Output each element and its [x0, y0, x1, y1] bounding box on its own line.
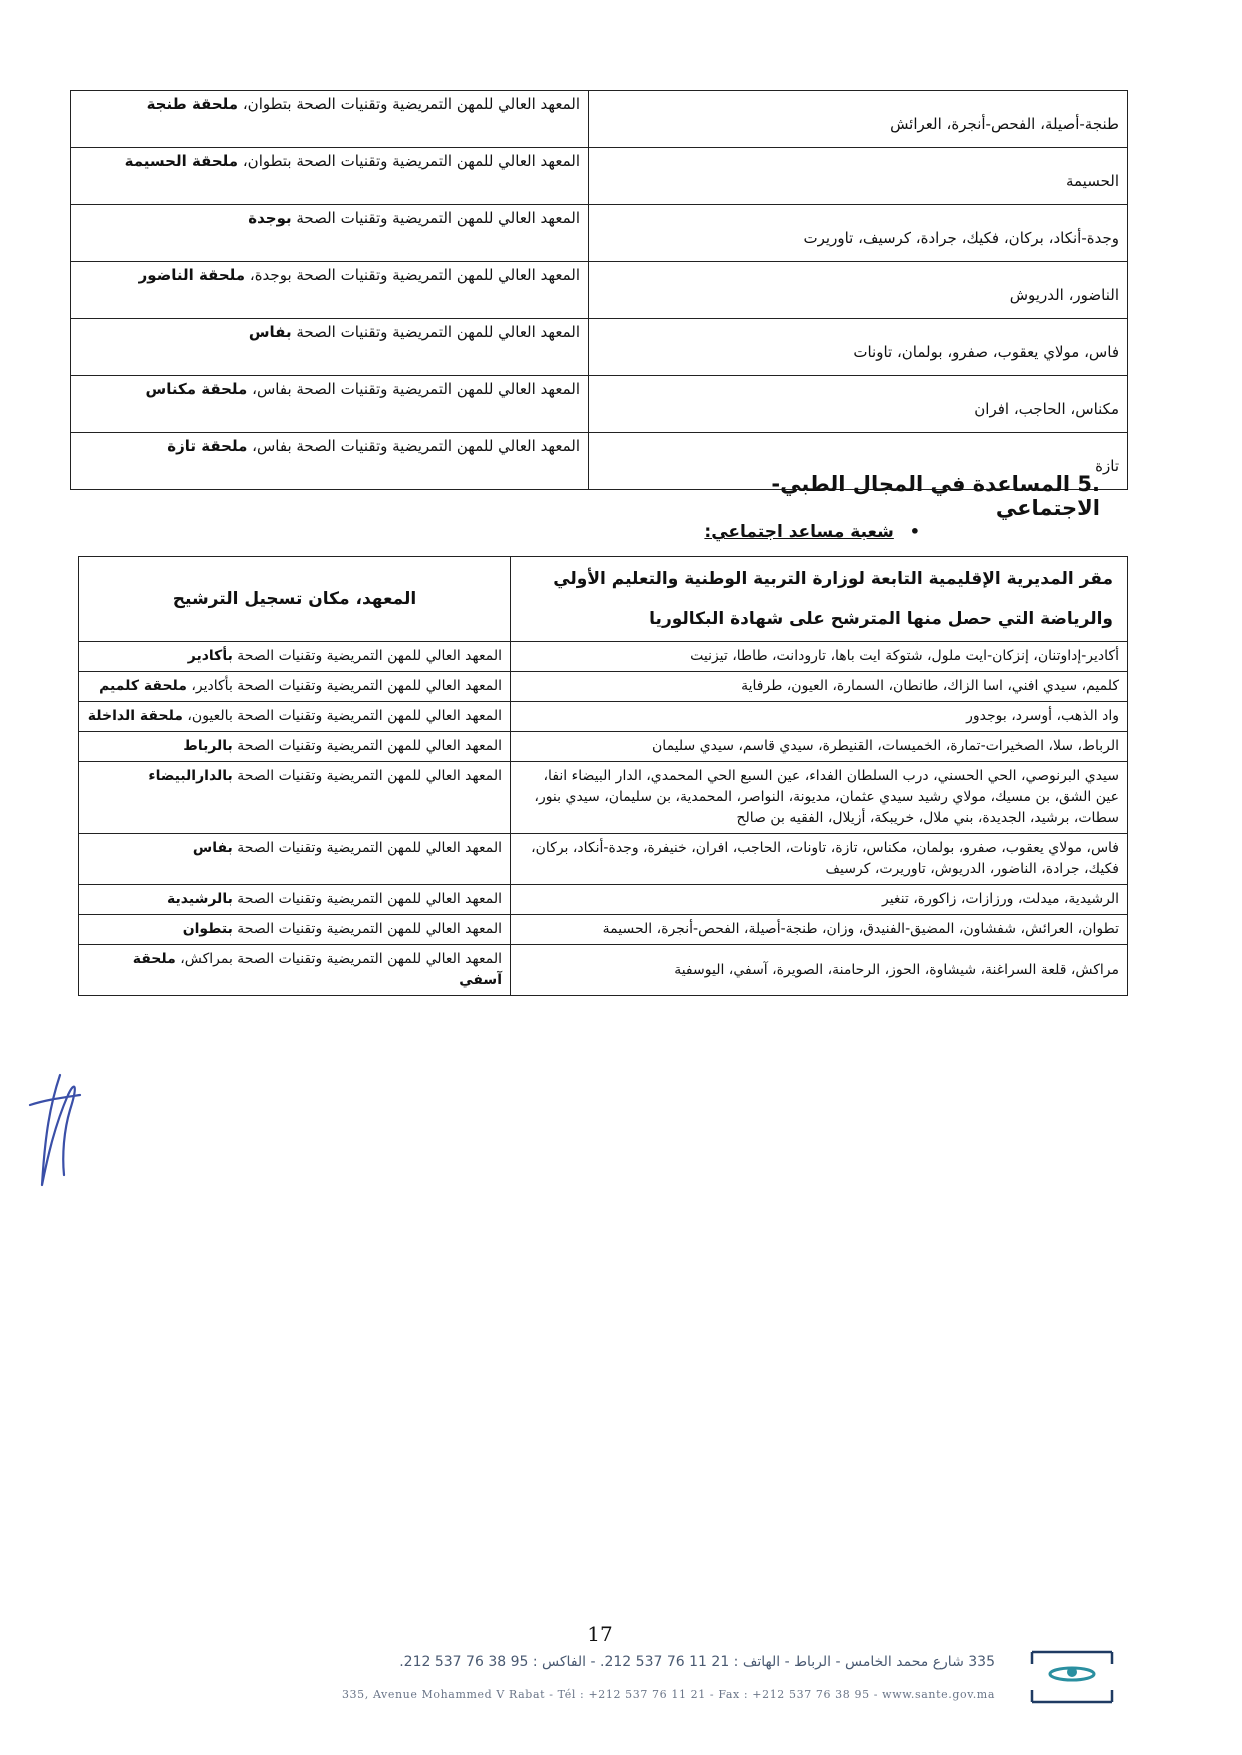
- institute-name: المعهد العالي للمهن التمريضية وتقنيات الصحة: [232, 648, 502, 664]
- institute-name: المعهد العالي للمهن التمريضية وتقنيات الصحة بالعيون،: [182, 708, 502, 724]
- institute-branch: بالرشيدية: [167, 891, 233, 907]
- institute-name: المعهد العالي للمهن التمريضية وتقنيات الصحة: [291, 209, 580, 227]
- header-region: مقر المديرية الإقليمية التابعة لوزارة التربية الوطنية والتعليم الأولي والرياضة التي حصل منها المترشح على شهادة البكالوريا: [511, 557, 1128, 642]
- region-cell: مكناس، الحاجب، افران: [589, 376, 1128, 433]
- institute-branch: ملحقة الناضور: [138, 266, 246, 284]
- institute-cell: [71, 319, 589, 376]
- table-header-row: [79, 557, 1128, 642]
- table-row: [79, 834, 1128, 885]
- institute-cell: [79, 945, 511, 996]
- institute-branch: بتطوان: [182, 921, 233, 937]
- institute-branch: ملحقة آسفي: [132, 951, 502, 988]
- region-cell: أكادير-إداوتنان، إنزكان-ايت ملول، شتوكة ايت باها، تارودانت، طاطا، تيزنيت: [511, 642, 1128, 672]
- institute-cell: [79, 885, 511, 915]
- table-row: [71, 262, 1128, 319]
- institute-branch: ملحقة تازة: [167, 437, 248, 455]
- table-row: [79, 732, 1128, 762]
- table-row: [79, 915, 1128, 945]
- region-cell: الحسيمة: [589, 148, 1128, 205]
- institute-cell: [79, 672, 511, 702]
- institute-name: المعهد العالي للمهن التمريضية وتقنيات الصحة بوجدة،: [245, 266, 580, 284]
- institute-cell: [79, 834, 511, 885]
- table-row: [79, 885, 1128, 915]
- table-row: [79, 672, 1128, 702]
- subsection-heading: [620, 522, 920, 542]
- institute-cell: [71, 91, 589, 148]
- bullet-icon: •: [909, 522, 920, 541]
- table-row: [79, 945, 1128, 996]
- table-row: [79, 642, 1128, 672]
- institute-branch: بأكادير: [187, 648, 233, 664]
- social-assistant-table-body: [79, 642, 1128, 996]
- institute-branch: بالرباط: [183, 738, 233, 754]
- region-cell: فاس، مولاي يعقوب، صفرو، بولمان، مكناس، تازة، تاونات، الحاجب، افران، خنيفرة، وجدة-أنكاد، بركان، فكيك، جرادة، الناضور، الدريوش، تاوريرت، كرسيف: [511, 834, 1128, 885]
- institute-cell: [71, 262, 589, 319]
- institute-name: المعهد العالي للمهن التمريضية وتقنيات الصحة بمراكش،: [175, 951, 502, 967]
- institute-cell: [79, 762, 511, 834]
- subsection-title: شعبة مساعد اجتماعي:: [704, 522, 894, 542]
- region-cell: تازة: [589, 433, 1128, 490]
- table-row: [71, 91, 1128, 148]
- institutes-table-top: [70, 90, 1128, 490]
- institute-branch: ملحقة كلميم: [99, 678, 187, 694]
- institute-cell: [71, 433, 589, 490]
- institute-branch: بفاس: [248, 323, 292, 341]
- section-number: .5: [1077, 472, 1100, 496]
- institute-branch: ملحقة الداخلة: [87, 708, 183, 724]
- institute-cell: [79, 642, 511, 672]
- institute-branch: ملحقة مكناس: [145, 380, 248, 398]
- region-cell: سيدي البرنوصي، الحي الحسني، درب السلطان الفداء، عين السبع الحي المحمدي، الدار البيضاء انفا، عين الشق، بن مسيك، مولاي رشيد سيدي عثمان، مديونة، النواصر، المحمدية، بن سليمان، سيدي بنور، سطات، برشيد، الجديدة، بني ملال، خريبكة، أزيلال، الفقيه بن صالح: [511, 762, 1128, 834]
- institute-branch: ملحقة طنجة: [146, 95, 239, 113]
- section-title: المساعدة في المجال الطبي-الاجتماعي: [771, 472, 1100, 520]
- institute-name: المعهد العالي للمهن التمريضية وتقنيات الصحة بتطوان،: [238, 95, 580, 113]
- institute-branch: بالدارالبيضاء: [148, 768, 233, 784]
- table-row: [71, 376, 1128, 433]
- institute-cell: [71, 205, 589, 262]
- page-number: 17: [587, 1622, 613, 1646]
- institute-cell: [79, 702, 511, 732]
- institute-name: المعهد العالي للمهن التمريضية وتقنيات الصحة بفاس،: [247, 437, 580, 455]
- institute-name: المعهد العالي للمهن التمريضية وتقنيات الصحة بتطوان،: [238, 152, 580, 170]
- table-row: [79, 702, 1128, 732]
- institutes-table-top-body: [71, 91, 1128, 490]
- table-row: [71, 148, 1128, 205]
- region-cell: كلميم، سيدي افني، اسا الزاك، طانطان، السمارة، العيون، طرفاية: [511, 672, 1128, 702]
- region-cell: طنجة-أصيلة، الفحص-أنجرة، العرائش: [589, 91, 1128, 148]
- institute-name: المعهد العالي للمهن التمريضية وتقنيات الصحة: [232, 768, 502, 784]
- region-cell: الرباط، سلا، الصخيرات-تمارة، الخميسات، القنيطرة، سيدي قاسم، سيدي سليمان: [511, 732, 1128, 762]
- institute-cell: [79, 915, 511, 945]
- region-cell: وجدة-أنكاد، بركان، فكيك، جرادة، كرسيف، تاوريرت: [589, 205, 1128, 262]
- table-row: [71, 319, 1128, 376]
- institute-name: المعهد العالي للمهن التمريضية وتقنيات الصحة بأكادير،: [186, 678, 502, 694]
- institute-branch: ملحقة الحسيمة: [124, 152, 239, 170]
- social-assistant-table: [78, 556, 1128, 996]
- footer-address-arabic: 335 شارع محمد الخامس - الرباط - الهاتف : 21 11 76 537 212. - الفاكس : 95 38 76 537 212.: [399, 1654, 995, 1670]
- table-row: [71, 205, 1128, 262]
- institute-name: المعهد العالي للمهن التمريضية وتقنيات الصحة: [232, 921, 502, 937]
- institute-name: المعهد العالي للمهن التمريضية وتقنيات الصحة: [232, 891, 502, 907]
- ministry-logo-icon: [1028, 1648, 1116, 1706]
- region-cell: مراكش، قلعة السراغنة، شيشاوة، الحوز، الرحامنة، الصويرة، آسفي، اليوسفية: [511, 945, 1128, 996]
- table-row: [79, 762, 1128, 834]
- institute-name: المعهد العالي للمهن التمريضية وتقنيات الصحة: [291, 323, 580, 341]
- header-institute: المعهد، مكان تسجيل الترشيح: [79, 557, 511, 642]
- institute-cell: [71, 376, 589, 433]
- institute-name: المعهد العالي للمهن التمريضية وتقنيات الصحة بفاس،: [247, 380, 580, 398]
- region-cell: الناضور، الدريوش: [589, 262, 1128, 319]
- handwritten-signature: [20, 1065, 90, 1205]
- region-cell: واد الذهب، أوسرد، بوجدور: [511, 702, 1128, 732]
- section-heading: [680, 472, 1100, 520]
- region-cell: الرشيدية، ميدلت، ورزازات، زاكورة، تنغير: [511, 885, 1128, 915]
- institute-cell: [71, 148, 589, 205]
- institute-name: المعهد العالي للمهن التمريضية وتقنيات الصحة: [232, 840, 502, 856]
- institute-branch: بوجدة: [248, 209, 292, 227]
- institute-name: المعهد العالي للمهن التمريضية وتقنيات الصحة: [232, 738, 502, 754]
- institute-cell: [79, 732, 511, 762]
- region-cell: فاس، مولاي يعقوب، صفرو، بولمان، تاونات: [589, 319, 1128, 376]
- footer-address-french: 335, Avenue Mohammed V Rabat - Tél : +212 537 76 11 21 - Fax : +212 537 76 38 95 - www.sante.gov.ma: [341, 1688, 995, 1701]
- region-cell: تطوان، العرائش، شفشاون، المضيق-الفنيدق، وزان، طنجة-أصيلة، الفحص-أنجرة، الحسيمة: [511, 915, 1128, 945]
- institute-branch: بفاس: [192, 840, 233, 856]
